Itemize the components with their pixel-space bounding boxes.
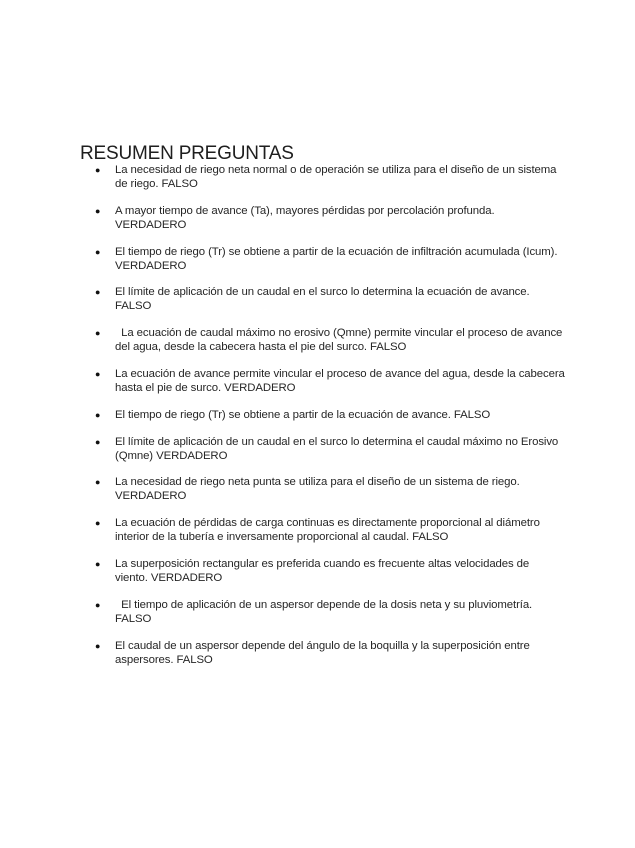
question-text: El tiempo de riego (Tr) se obtiene a partir de la ecuación de infiltración acumulada (Icum). VERDADERO <box>115 245 558 272</box>
question-text: La necesidad de riego neta punta se utiliza para el diseño de un sistema de riego. VERDADERO <box>115 476 520 503</box>
bullet-icon: ● <box>95 328 101 339</box>
list-item <box>95 408 565 422</box>
list-item <box>95 285 565 313</box>
question-text: La ecuación de caudal máximo no erosivo (Qmne) permite vincular el proceso de avance del agua, desde la cabecera hasta el pie del surco. FALSO <box>115 327 566 354</box>
question-text: La ecuación de avance permite vincular el proceso de avance del agua, desde la cabecera hasta el pie de surco. VERDADERO <box>115 367 565 394</box>
question-text: El caudal de un aspersor depende del ángulo de la boquilla y la superposición entre aspersores. FALSO <box>115 639 530 666</box>
question-text: La ecuación de pérdidas de carga continuas es directamente proporcional al diámetro interior de la tubería e inversamente proporcional al caudal. FALSO <box>115 517 540 544</box>
bullet-icon: ● <box>95 165 101 175</box>
question-text: A mayor tiempo de avance (Ta), mayores pérdidas por percolación profunda. VERDADERO <box>115 204 495 231</box>
bullet-icon: ● <box>95 368 101 379</box>
list-item <box>95 367 565 395</box>
list-item <box>95 516 565 544</box>
bullet-icon: ● <box>95 436 101 447</box>
question-text: El tiempo de aplicación de un aspersor depende de la dosis neta y su pluviometría. FALSO <box>115 598 536 625</box>
question-text: La superposición rectangular es preferida cuando es frecuente altas velocidades de viento. VERDADERO <box>115 557 530 584</box>
questions-list <box>95 163 565 679</box>
bullet-icon: ● <box>95 409 101 420</box>
question-text: La necesidad de riego neta normal o de operación se utiliza para el diseño de un sistema de riego. FALSO <box>115 164 557 190</box>
bullet-icon: ● <box>95 599 101 610</box>
list-item <box>95 639 565 667</box>
question-text: El tiempo de riego (Tr) se obtiene a partir de la ecuación de avance. FALSO <box>115 408 491 421</box>
list-item <box>95 475 565 503</box>
page-title: RESUMEN PREGUNTAS <box>80 143 294 164</box>
list-item <box>95 163 565 191</box>
bullet-icon: ● <box>95 558 101 569</box>
bullet-icon: ● <box>95 246 101 257</box>
bullet-icon: ● <box>95 518 101 529</box>
list-item <box>95 598 565 626</box>
list-item <box>95 557 565 585</box>
list-item <box>95 435 565 463</box>
question-text: El límite de aplicación de un caudal en el surco lo determina la ecuación de avance. FALSO <box>115 286 530 313</box>
bullet-icon: ● <box>95 287 101 298</box>
list-item <box>95 326 565 354</box>
question-text: El límite de aplicación de un caudal en el surco lo determina el caudal máximo no Erosivo (Qmne) VERDADERO <box>115 435 559 462</box>
bullet-icon: ● <box>95 640 101 651</box>
list-item <box>95 245 565 273</box>
bullet-icon: ● <box>95 205 101 216</box>
list-item <box>95 204 565 232</box>
bullet-icon: ● <box>95 477 101 488</box>
